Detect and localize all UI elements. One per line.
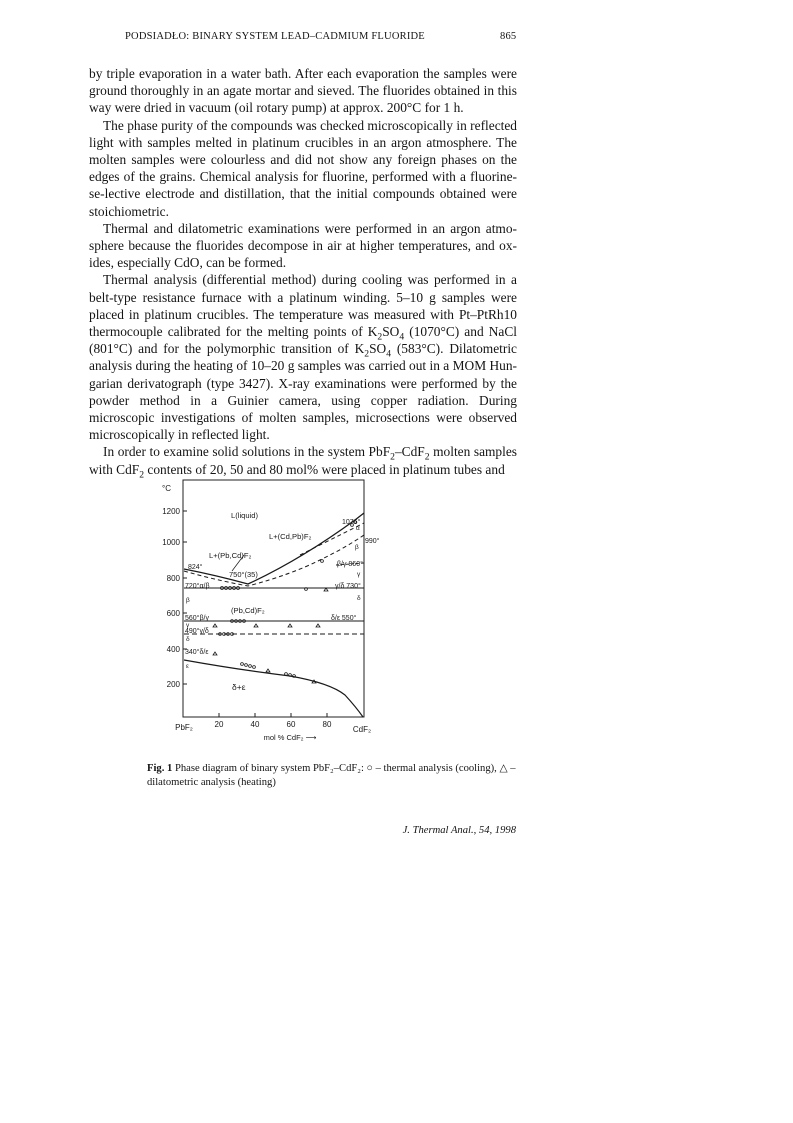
p4-sub: 2 [364, 348, 370, 360]
plot-frame [183, 480, 364, 717]
region-liquid-cd-label: L+(Cd,Pb)F₂ [269, 532, 312, 541]
figure-caption [147, 762, 527, 790]
y-tick-label: 800 [166, 574, 180, 583]
point-860: β/γ 860° [337, 561, 363, 568]
liquidus-line [184, 513, 364, 584]
p4-text: SO [382, 324, 400, 340]
point-560: 560°β/γ [185, 615, 209, 622]
label-epsilon-left: ε [186, 663, 189, 670]
point-990: 990° [365, 538, 380, 545]
phase-diagram [140, 478, 400, 758]
label-alpha: α [356, 525, 360, 532]
p5-sub: 2 [424, 452, 430, 464]
label-delta-left: δ [186, 636, 190, 643]
label-beta-right: β [355, 544, 359, 551]
x-left-label: PbF₂ [175, 723, 193, 732]
paragraph-4 [89, 271, 517, 443]
p5-text: molten samples with CdF [89, 444, 518, 477]
paragraph-3: Thermal and dilatometric examinations were performed in an argon atmo-sphere because the fluorides decompose in air at higher temperatures, and ox-ides, especially CdO, can be formed. [89, 220, 517, 271]
page-number: 865 [500, 31, 517, 42]
point-1076: 1076° [342, 519, 361, 526]
region-solid-label: (Pb,Cd)F₂ [231, 606, 265, 615]
point-eutectic: 750°(35) [229, 570, 258, 579]
y-unit-label: °C [162, 484, 171, 493]
caption-text: Phase diagram of binary system PbF₂–CdF₂: ○ – thermal analysis (cooling), △ – dilatometric analysis (heating) [147, 763, 516, 788]
caption-label: Fig. 1 [147, 763, 173, 774]
x-right-label: CdF₂ [352, 725, 372, 734]
region-delta-epsilon-label: δ+ε [232, 682, 246, 692]
point-720: 720°α/β [185, 583, 210, 590]
x-tick-label: 40 [250, 720, 260, 729]
point-550: δ/ε 550° [331, 615, 357, 622]
p5-text: contents of 20, 50 and 80 mol% were placed in platinum tubes and [144, 461, 505, 477]
paragraph-1: by triple evaporation in a water bath. After each evaporation the samples were ground thoroughly in an agate mortar and sieved. The fluorides obtained in this way were dried in vacuum (oil rotary pump) at approx. 200°C for 1 h. [89, 66, 517, 116]
p5-text: In order to examine solid solutions in the system PbF [103, 444, 391, 460]
y-tick-label: 400 [166, 645, 180, 654]
p5-text: –CdF [394, 444, 425, 460]
x-axis-title: mol % CdF₂ ⟶ [263, 733, 317, 742]
data-markers [213, 521, 356, 683]
y-tick-label: 1200 [162, 507, 180, 516]
p4-sub: 2 [377, 331, 383, 343]
p4-sub: 4 [399, 331, 405, 343]
body-text [89, 65, 518, 481]
point-490: 490°γ/δ [185, 628, 209, 635]
y-tick-label: 1000 [162, 538, 180, 547]
x-tick-label: 20 [214, 720, 224, 729]
point-730: γ/δ 730° [335, 583, 361, 590]
p4-sub: 4 [386, 348, 392, 360]
x-tick-label: 80 [322, 720, 332, 729]
p5-sub: 2 [139, 469, 145, 481]
x-tick-label: 60 [286, 720, 296, 729]
y-tick-label: 200 [166, 680, 180, 689]
paragraph-5 [89, 443, 518, 481]
delta-epsilon-curve [184, 660, 363, 717]
paragraph-2: The phase purity of the compounds was checked microscopically in reflected light with samples melted in platinum crucibles in an argon atmosphere. The molten samples were colourless and did not show any foreign phases on the edges of the grains. Chemical analysis for fluorine, performed with a fluorine-se-lective electrode and distillation, that the initial compounds obtained were stoichiometric. [89, 117, 517, 219]
p5-sub: 2 [390, 452, 395, 464]
region-liquid-pb-label: L+(Pb,Cd)F₂ [209, 551, 252, 560]
p4-text: (1070°C) and NaCl (801°C) and for the polymorphic transition of K [89, 324, 517, 357]
y-tick-label: 600 [166, 609, 180, 618]
p4-text: (583°C). Dilatometric analysis during the heating of 10–20 g samples was carried out in a MOM Hun-garian derivatograph (type 3427). X-ray examinations were performed by the powder method in a Guinier camera, using copper radiation. During microscopic investigations of molten samples, microsections were observed microscopically in reflected light. [89, 341, 517, 443]
p4-text: Thermal analysis (differential method) during cooling was performed in a belt-type resistance furnace with a platinum winding. 5–10 g samples were placed in platinum crucibles. The temperature was measured with Pt–PtRh10 thermocouple calibrated for the melting points of K [89, 272, 517, 340]
running-title: PODSIADŁO: BINARY SYSTEM LEAD–CADMIUM FLUORIDE [125, 31, 425, 42]
point-340: 340°δ/ε [185, 649, 209, 656]
point-824: 824° [188, 564, 203, 571]
label-gamma-right: γ [357, 571, 361, 578]
label-beta-left: β [186, 597, 190, 604]
journal-footer: J. Thermal Anal., 54, 1998 [402, 825, 516, 836]
region-liquid-label: L(liquid) [231, 511, 259, 520]
label-delta-right: δ [357, 595, 361, 602]
p4-text: SO [369, 341, 387, 357]
label-gamma-left: γ [186, 622, 190, 629]
